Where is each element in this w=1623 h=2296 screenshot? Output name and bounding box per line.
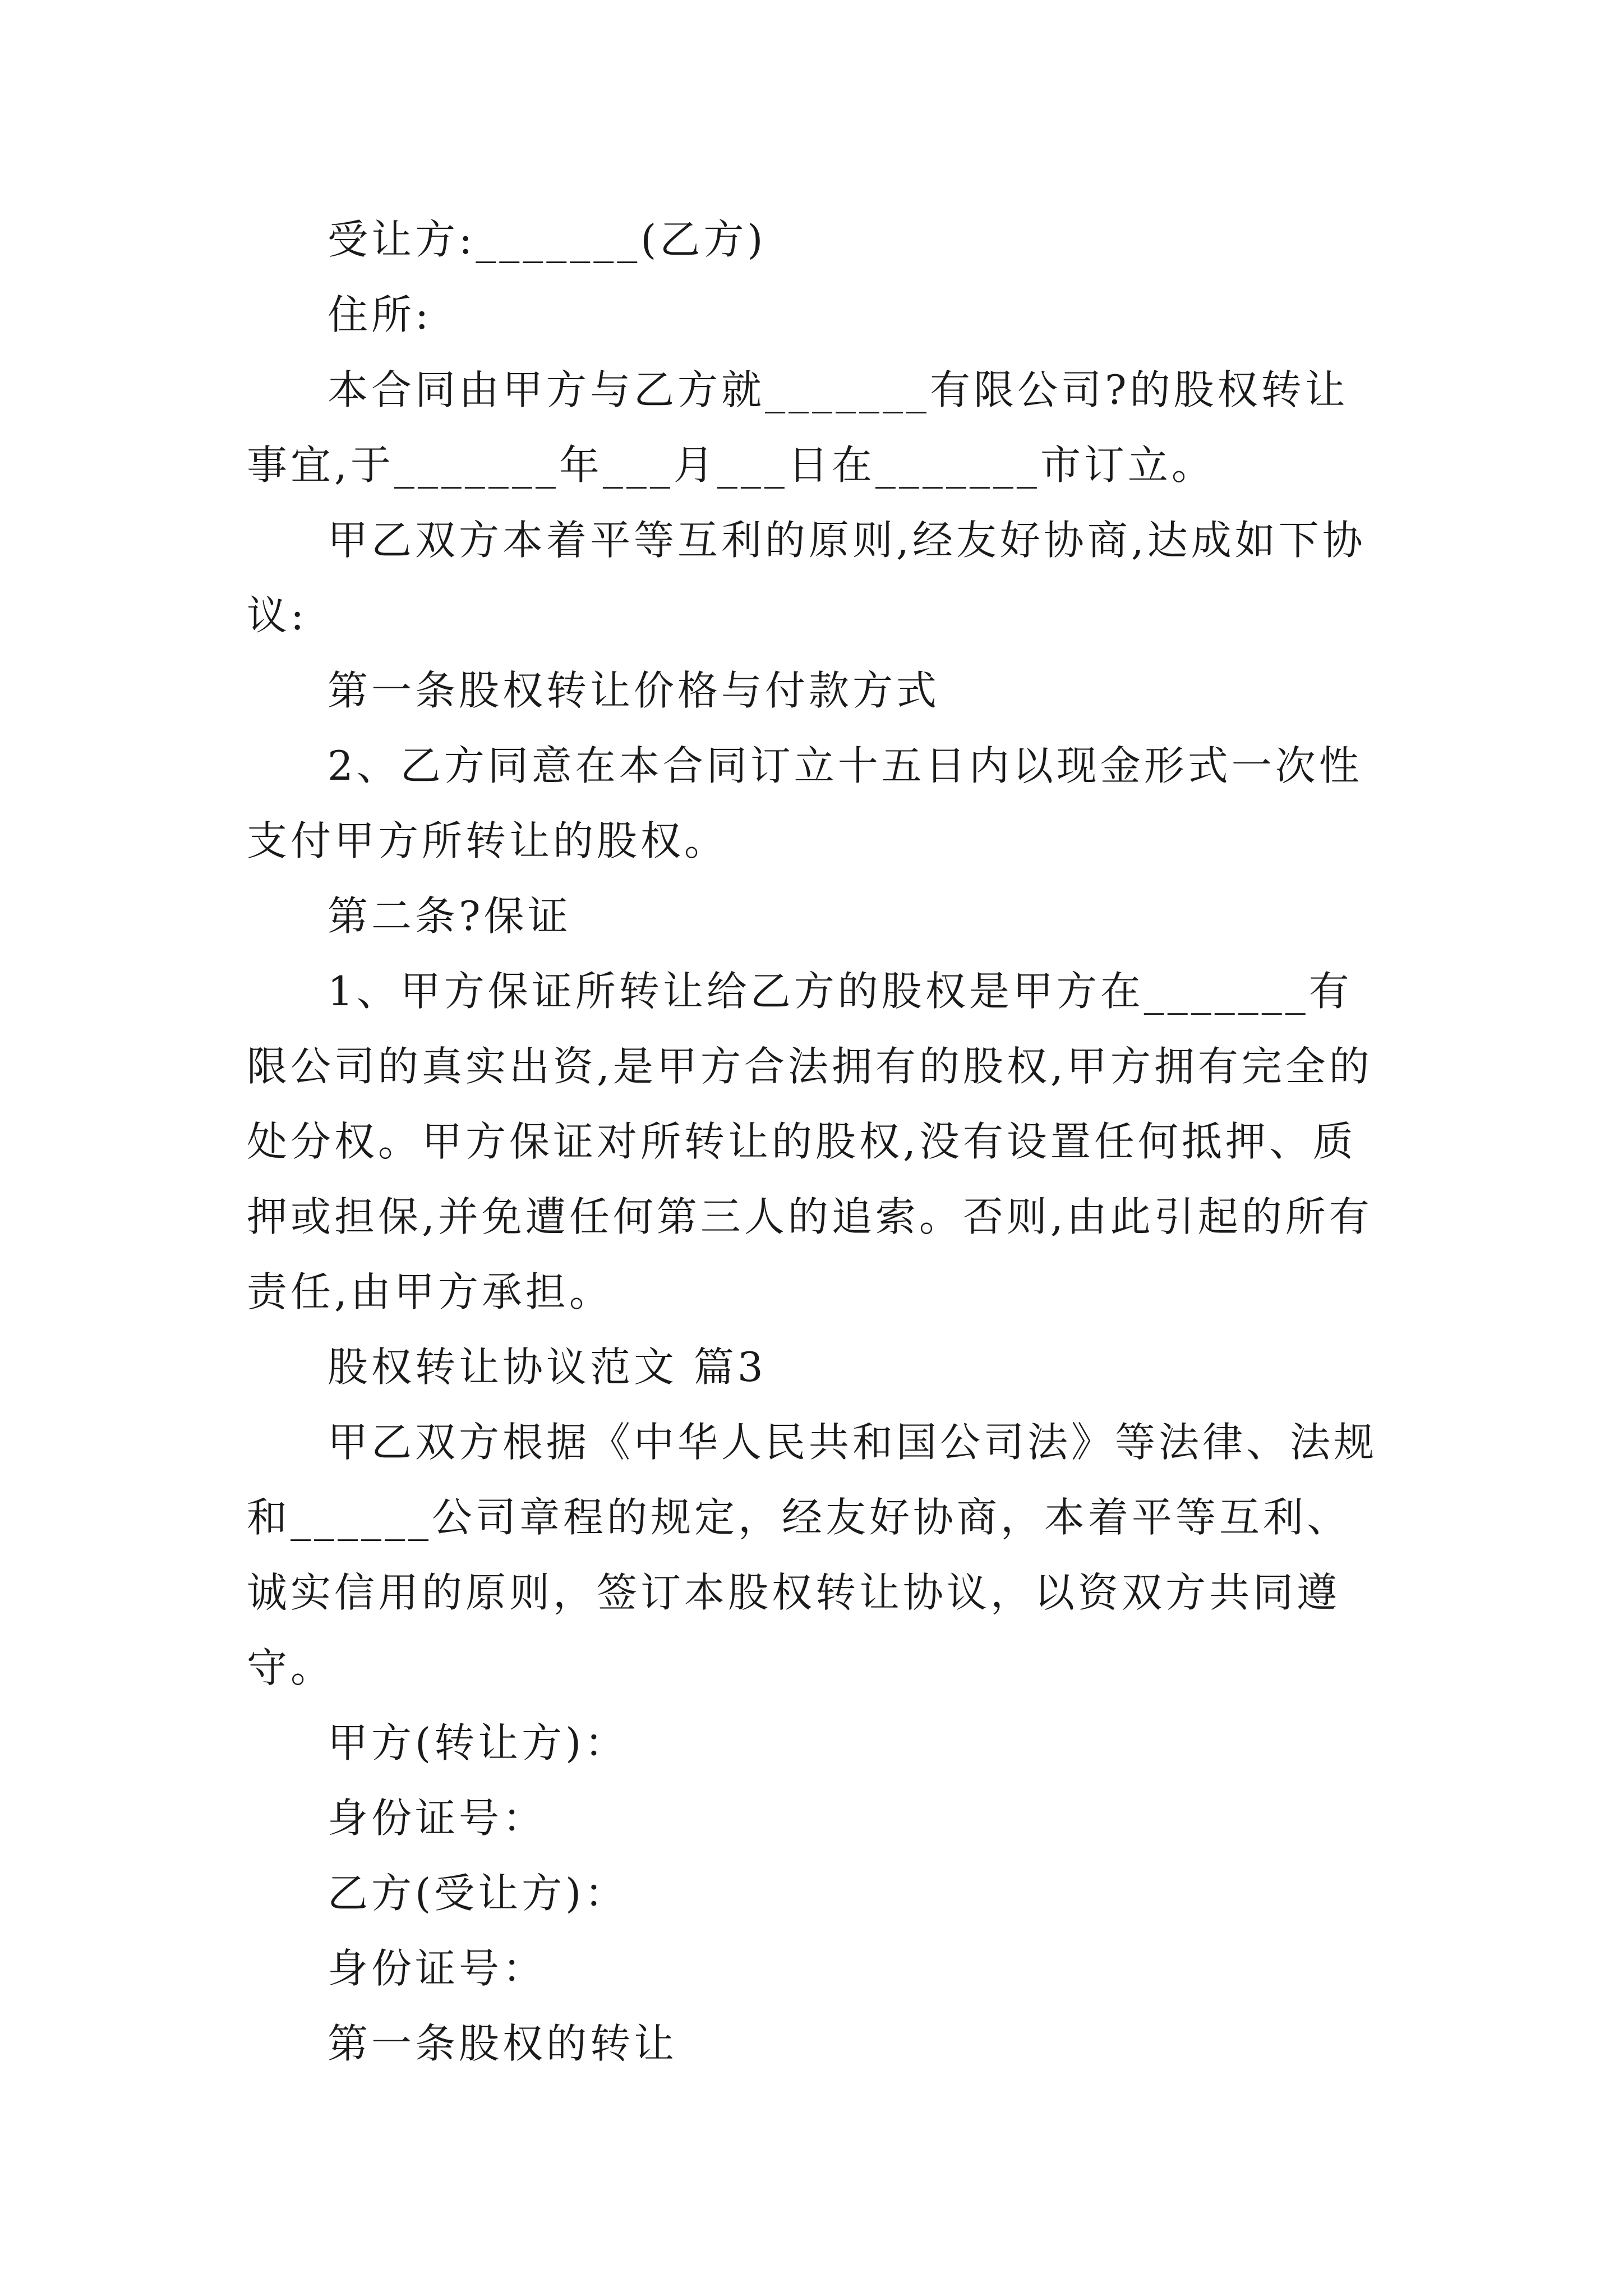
heading-sample-3: 股权转让协议范文 篇3 [328, 1343, 767, 1391]
field-party-a-id: 身份证号： [328, 1795, 547, 1842]
paragraph-contract-intro: 本合同由甲方与乙方就_______有限公司?的股权转让事宜,于_______年___月___日在_______市订立。 [247, 366, 1349, 489]
paragraph-address: 住所: [328, 291, 432, 338]
document-body [247, 202, 1385, 2081]
paragraph-sample-3-intro: 甲乙双方根据《中华人民共和国公司法》等法律、法规和______公司章程的规定，经友好协商，本着平等互利、诚实信用的原则，签订本股权转让协议，以资双方共同遵守。 [247, 1419, 1378, 1691]
field-party-b-id: 身份证号： [328, 1945, 547, 1992]
heading-article-2: 第二条?保证 [328, 892, 571, 940]
paragraph-agreement-basis: 甲乙双方本着平等互利的原则,经友好协商,达成如下协议: [247, 517, 1366, 639]
field-party-b: 乙方(受让方)： [328, 1870, 629, 1917]
field-party-a: 甲方(转让方)： [328, 1719, 629, 1766]
heading-article-1: 第一条股权转让价格与付款方式 [328, 667, 940, 714]
heading-transfer-article-1: 第一条股权的转让 [328, 2020, 678, 2067]
paragraph-guarantee: 1、甲方保证所转让给乙方的股权是甲方在_______有限公司的真实出资,是甲方合法拥有的股权,甲方拥有完全的处分权。甲方保证对所转让的股权,没有设置任何抵押、质押或担保,并免遭任何第三人的追索。否则,由此引起的所有责任,由甲方承担。 [247, 968, 1373, 1315]
paragraph-payment: 2、乙方同意在本合同订立十五日内以现金形式一次性支付甲方所转让的股权。 [247, 742, 1363, 864]
paragraph-transferee: 受让方:_______(乙方) [328, 216, 767, 263]
